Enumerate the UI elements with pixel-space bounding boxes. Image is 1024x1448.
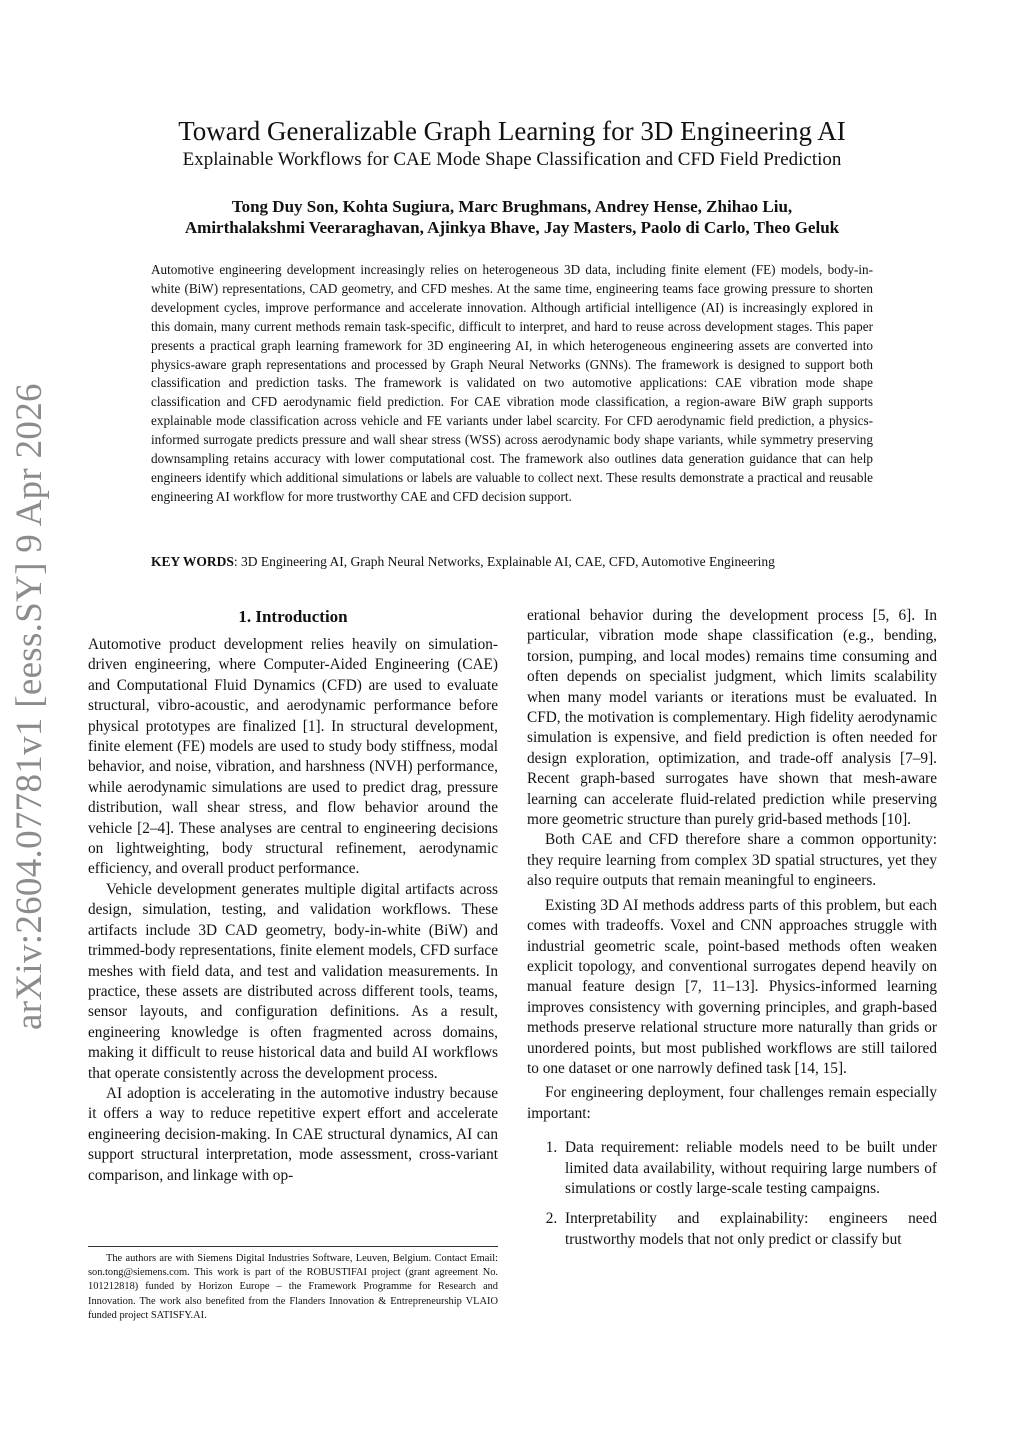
footnote-divider	[88, 1246, 498, 1247]
paper-title: Toward Generalizable Graph Learning for 3D Engineering AI	[178, 116, 846, 146]
authors-line-1: Tong Duy Son, Kohta Sugiura, Marc Brughmans, Andrey Hense, Zhihao Liu,	[231, 197, 793, 216]
intro-paragraph-1: Automotive product development relies heavily on simulation-driven engineering, where Computer-Aided Engineering (CAE) and Computational Fluid Dynamics (CFD) are used to evaluate structural, vibro-acoustic, and aerodynamic performance before physical prototypes are finalized [1]. In structural development, finite element (FE) models are used to study body stiffness, modal behavior, and noise, vibration, and harshness (NVH) performance, while aerodynamic simulations are used to predict drag, pressure distribution, wall shear stress, and flow behavior around the vehicle [2–4]. These analyses are central to engineering decisions on lightweighting, body structural refinement, aerodynamic efficiency, and overall product performance.	[88, 636, 498, 878]
section-heading-introduction: 1. Introduction	[238, 607, 348, 626]
list-item: 1. Data requirement: reliable models need to be built under limited data availability, without requiring large numbers of simulations or costly large-scale testing campaigns.	[561, 1138, 937, 1199]
paper-subtitle: Explainable Workflows for CAE Mode Shape Classification and CFD Field Prediction	[182, 149, 842, 170]
footnote: The authors are with Siemens Digital Industries Software, Leuven, Belgium. Contact Email: son.tong@siemens.com. This work is part of the ROBUSTIFAI project (grant agreement No. 101212818) funded by Horizon Europe – the Framework Programme for Research and Innovation. The work also benefited from the Flanders Innovation & Entrepreneurship VLAIO funded project SATISFY.AI.	[88, 1253, 498, 1321]
intro-paragraph-4: erational behavior during the development process [5, 6]. In particular, vibration mode shape classification (e.g., bending, torsion, pumping, and local modes) remains time consuming and often depends on specialist judgment, which limits scalability when many model variants or iterations must be evaluated. In CFD, the motivation is complementary. High fidelity aerodynamic simulation is expensive, and field prediction is often needed for design exploration, optimization, and trade-off analysis [7–9]. Recent graph-based surrogates have shown that mesh-aware learning can accelerate fluid-related prediction while preserving more geometric structure than purely grid-based methods [10].	[527, 607, 937, 829]
list-item: 2. Interpretability and explainability: engineers need trustworthy models that not only predict or classify but	[561, 1209, 937, 1250]
authors-line-2: Amirthalakshmi Veeraraghavan, Ajinkya Bhave, Jay Masters, Paolo di Carlo, Theo Geluk	[184, 218, 840, 237]
keywords	[151, 553, 873, 571]
challenges-list	[527, 1138, 937, 1250]
arxiv-identifier: arXiv:2604.07781v1 [eess.SY] 9 Apr 2026	[9, 383, 50, 1030]
right-column	[527, 606, 937, 1260]
intro-paragraph-3: AI adoption is accelerating in the automotive industry because it offers a way to reduce repetitive expert effort and accelerate engineering decision-making. In CAE structural dynamics, AI can support structural interpretation, mode assessment, cross-variant comparison, and linkage with op-	[88, 1084, 498, 1184]
keywords-label: KEY WORDS	[151, 554, 234, 569]
intro-paragraph-5: Both CAE and CFD therefore share a common opportunity: they require learning from complex 3D spatial structures, yet they also require outputs that remain meaningful to engineers.	[527, 831, 937, 890]
intro-paragraph-6: Existing 3D AI methods address parts of this problem, but each comes with tradeoffs. Voxel and CNN approaches struggle with industrial geometric scale, point-based methods often weaken explicit topology, and conventional surrogates depend heavily on manual feature design [7, 11–13]. Physics-informed learning improves consistency with governing principles, and graph-based methods preserve relational structure more naturally than grids or unordered points, but most published workflows are still tailored to one dataset or one narrowly defined task [14, 15].	[527, 896, 937, 1077]
abstract: Automotive engineering development increasingly relies on heterogeneous 3D data, including finite element (FE) models, body-in-white (BiW) representations, CAD geometry, and CFD meshes. At the same time, engineering teams face growing pressure to shorten development cycles, improve performance and accelerate innovation. Although artificial intelligence (AI) is increasingly explored in this domain, many current methods remain task-specific, difficult to interpret, and hard to reuse across development stages. This paper presents a practical graph learning framework for 3D engineering AI, in which heterogeneous engineering assets are converted into physics-aware graph representations and processed by Graph Neural Networks (GNNs). The framework is designed to support both classification and prediction tasks. The framework is validated on two automotive applications: CAE vibration mode shape classification and CFD aerodynamic field prediction. For CAE vibration mode classification, a region-aware BiW graph supports explainable mode classification across vehicle and FE variants under label scarcity. For CFD aerodynamic field prediction, a physics-informed surrogate predicts pressure and wall shear stress (WSS) across aerodynamic body shape variants, while symmetry preserving downsampling retains accuracy with lower computational cost. The framework also outlines data generation guidance that can help engineers identify which additional simulations or labels are valuable to collect next. These results demonstrate a practical and reusable engineering AI workflow for more trustworthy CAE and CFD decision support.	[151, 262, 873, 504]
keywords-list: : 3D Engineering AI, Graph Neural Networks, Explainable AI, CAE, CFD, Automotive Engineering	[233, 554, 775, 569]
intro-paragraph-7: For engineering deployment, four challenges remain especially important:	[527, 1084, 937, 1122]
author-list	[100, 196, 924, 238]
intro-paragraph-2: Vehicle development generates multiple digital artifacts across design, simulation, testing, and validation workflows. These artifacts include 3D CAD geometry, body-in-white (BiW) and trimmed-body representations, finite element models, CFD surface meshes with field data, and test and validation measurements. In practice, these assets are distributed across different tools, teams, sensor layouts, and configuration definitions. As a result, engineering knowledge is often fragmented across domains, making it difficult to reuse historical data and build AI workflows that operate consistently across the development process.	[88, 880, 498, 1082]
left-column	[88, 606, 498, 1186]
